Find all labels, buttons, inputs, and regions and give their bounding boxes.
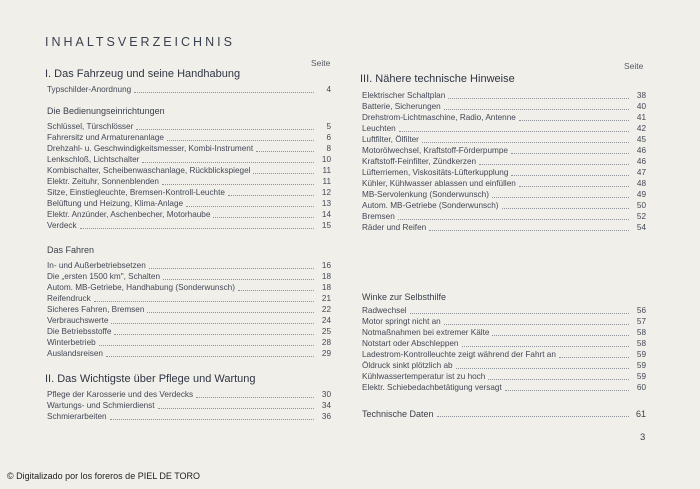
toc-entry[interactable] (362, 156, 646, 167)
entry-page: 46 (636, 157, 646, 166)
entry-page: 6 (326, 133, 331, 142)
entry-page: 15 (321, 221, 331, 230)
entry-label: Kühlwassertemperatur ist zu hoch (362, 372, 486, 381)
toc-entry[interactable] (362, 134, 646, 145)
toc-entry[interactable] (47, 209, 331, 220)
toc-entry[interactable] (47, 389, 331, 400)
entry-page: 59 (636, 361, 646, 370)
entry-page: 42 (636, 124, 646, 133)
entry-page: 45 (636, 135, 646, 144)
entry-label: Motorölwechsel, Kraftstoff-Förderpumpe (362, 146, 508, 155)
entry-page: 34 (321, 401, 331, 410)
entry-label: Motor springt nicht an (362, 317, 441, 326)
entry-label: Schmierarbeiten (47, 412, 107, 421)
toc-entry[interactable] (47, 411, 331, 422)
entry-page: 18 (321, 283, 331, 292)
entry-page: 30 (321, 390, 331, 399)
entry-page: 58 (636, 328, 646, 337)
dot-leader (519, 185, 629, 187)
entry-page: 61 (635, 409, 646, 419)
dot-leader (399, 130, 629, 132)
dot-leader (479, 163, 629, 165)
dot-leader (111, 322, 314, 324)
entry-page: 48 (636, 179, 646, 188)
toc-entry[interactable] (362, 112, 646, 123)
dot-leader (502, 207, 629, 209)
dot-leader (80, 227, 314, 229)
seite-label: Seite (311, 58, 331, 68)
entry-label: Autom. MB-Getriebe, Handhabung (Sonderwunsch) (47, 283, 235, 292)
entry-label: Drehzahl- u. Geschwindigkeitsmesser, Kombi-Instrument (47, 144, 254, 153)
entry-page: 40 (636, 102, 646, 111)
dot-leader (167, 139, 314, 141)
toc-entry[interactable] (362, 349, 646, 360)
toc-entry[interactable] (47, 282, 331, 293)
entry-label: Schlüssel, Türschlösser (47, 122, 134, 131)
entry-page: 10 (321, 155, 331, 164)
entry-page: 59 (636, 372, 646, 381)
toc-entry[interactable] (362, 222, 646, 233)
page-number: 3 (640, 432, 646, 443)
dot-leader (492, 196, 629, 198)
dot-leader (519, 119, 629, 121)
entry-label: Leuchten (362, 124, 396, 133)
dot-leader (186, 205, 314, 207)
toc-entry[interactable] (47, 121, 331, 132)
entry-label: Notmaßnahmen bei extremer Kälte (362, 328, 490, 337)
entry-page: 13 (321, 199, 331, 208)
toc-entry[interactable] (362, 338, 646, 349)
dot-leader (444, 323, 629, 325)
dot-leader (158, 407, 314, 409)
toc-title: INHALTSVERZEICHNIS (45, 35, 235, 49)
entry-page: 18 (321, 272, 331, 281)
dot-leader (253, 172, 314, 174)
entry-label: Notstart oder Abschleppen (362, 339, 459, 348)
section-heading: III. Nähere technische Hinweise (360, 73, 515, 85)
scan-credit: © Digitalizado por los foreros de PIEL DE TORO (7, 471, 201, 481)
toc-entry[interactable] (47, 326, 331, 337)
entry-label: Belüftung und Heizung, Klima-Anlage (47, 199, 184, 208)
dot-leader (456, 367, 629, 369)
toc-entry[interactable] (362, 211, 646, 222)
entry-page: 59 (636, 350, 646, 359)
entry-page: 36 (321, 412, 331, 421)
entry-label: Autom. MB-Getriebe (Sonderwunsch) (362, 201, 499, 210)
toc-entry[interactable] (362, 178, 646, 189)
entry-page: 11 (322, 166, 331, 175)
toc-entry[interactable] (362, 360, 646, 371)
toc-entry[interactable] (47, 176, 331, 187)
entry-label: Verbrauchswerte (47, 316, 109, 325)
entry-page: 41 (636, 113, 646, 122)
dot-leader (147, 311, 314, 313)
dot-leader (429, 229, 629, 231)
entry-label: Typschilder-Anordnung (47, 85, 132, 94)
entry-label: Technische Daten (362, 409, 434, 419)
toc-entry[interactable] (47, 304, 331, 315)
entry-label: Elektr. Schiebedachbetätigung versagt (362, 383, 502, 392)
entry-page: 57 (636, 317, 646, 326)
toc-entry[interactable] (362, 145, 646, 156)
entry-label: Räder und Reifen (362, 223, 427, 232)
toc-entry[interactable] (362, 316, 646, 327)
entry-page: 16 (321, 261, 331, 270)
toc-entry[interactable] (47, 260, 331, 271)
entry-label: MB-Servolenkung (Sonderwunsch) (362, 190, 489, 199)
entry-page: 60 (636, 383, 646, 392)
entry-page: 49 (636, 190, 646, 199)
entry-page: 24 (321, 316, 331, 325)
dot-leader (136, 128, 314, 130)
entry-label: Die „ersten 1500 km", Schalten (47, 272, 161, 281)
dot-leader (488, 378, 629, 380)
dot-leader (196, 396, 314, 398)
dot-leader (559, 356, 629, 358)
entry-page: 21 (321, 294, 331, 303)
toc-entry[interactable] (47, 315, 331, 326)
subsection-heading: Das Fahren (47, 245, 95, 255)
entry-page: 50 (636, 201, 646, 210)
entry-label: Verdeck (47, 221, 77, 230)
entry-page: 52 (636, 212, 646, 221)
entry-label: Ladestrom-Kontrolleuchte zeigt während der Fahrt an (362, 350, 556, 359)
toc-entry[interactable] (362, 200, 646, 211)
entry-label: Fahrersitz und Armaturenanlage (47, 133, 164, 142)
toc-entry[interactable] (362, 382, 646, 393)
toc-entry[interactable] (362, 90, 646, 101)
entry-page: 25 (321, 327, 331, 336)
entry-page: 56 (636, 306, 646, 315)
toc-entry[interactable] (362, 305, 646, 316)
dot-leader (228, 194, 314, 196)
entry-label: Kraftstoff-Feinfilter, Zündkerzen (362, 157, 477, 166)
dot-leader (238, 289, 314, 291)
entry-label: Die Betriebsstoffe (47, 327, 112, 336)
dot-leader (410, 312, 629, 314)
subsection-heading: Winke zur Selbsthilfe (362, 292, 447, 302)
subsection-heading: Die Bedienungseinrichtungen (47, 106, 165, 116)
dot-leader (398, 218, 629, 220)
dot-leader (511, 174, 629, 176)
dot-leader (142, 161, 314, 163)
toc-entry[interactable] (47, 187, 331, 198)
dot-leader (99, 344, 314, 346)
toc-entry[interactable] (47, 198, 331, 209)
toc-entry[interactable] (47, 271, 331, 282)
toc-entry[interactable] (47, 132, 331, 143)
entry-label: Radwechsel (362, 306, 407, 315)
entry-label: In- und Außerbetriebsetzen (47, 261, 146, 270)
entry-label: Öldruck sinkt plötzlich ab (362, 361, 453, 370)
entry-page: 46 (636, 146, 646, 155)
dot-leader (134, 91, 314, 93)
dot-leader (511, 152, 629, 154)
entry-label: Kombischalter, Scheibenwaschanlage, Rückblickspiegel (47, 166, 251, 175)
dot-leader (444, 108, 629, 110)
entry-label: Lüfterriemen, Viskositäts-Lüfterkupplung (362, 168, 509, 177)
entry-label: Wartungs- und Schmierdienst (47, 401, 155, 410)
entry-label: Auslandsreisen (47, 349, 103, 358)
entry-page: 22 (321, 305, 331, 314)
entry-label: Elektr. Zeituhr, Sonnenblenden (47, 177, 159, 186)
dot-leader (106, 355, 314, 357)
toc-entry[interactable] (362, 371, 646, 382)
dot-leader (110, 418, 314, 420)
entry-page: 38 (636, 91, 646, 100)
section-heading: I. Das Fahrzeug und seine Handhabung (45, 68, 241, 80)
toc-entry[interactable] (47, 220, 331, 231)
dot-leader (162, 183, 314, 185)
toc-entry[interactable] (47, 143, 331, 154)
dot-leader (213, 216, 314, 218)
entry-label: Bremsen (362, 212, 395, 221)
section-heading: II. Das Wichtigste über Pflege und Wartung (45, 373, 256, 385)
toc-entry[interactable] (47, 400, 331, 411)
entry-page: 11 (322, 177, 331, 186)
toc-entry[interactable] (362, 123, 646, 134)
entry-label: Sicheres Fahren, Bremsen (47, 305, 145, 314)
entry-page: 8 (326, 144, 331, 153)
toc-entry[interactable] (47, 84, 331, 95)
entry-page: 12 (321, 188, 331, 197)
entry-page: 5 (326, 122, 331, 131)
entry-page: 47 (636, 168, 646, 177)
toc-entry-technical-data[interactable] (362, 408, 646, 419)
entry-label: Pflege der Karosserie und des Verdecks (47, 390, 194, 399)
toc-entry[interactable] (47, 154, 331, 165)
dot-leader (114, 333, 314, 335)
toc-entry[interactable] (47, 348, 331, 359)
entry-label: Kühler, Kühlwasser ablassen und einfüllen (362, 179, 516, 188)
toc-entry[interactable] (47, 293, 331, 304)
entry-label: Sitze, Einstiegleuchte, Bremsen-Kontroll-Leuchte (47, 188, 225, 197)
entry-page: 4 (326, 85, 331, 94)
entry-label: Winterbetrieb (47, 338, 96, 347)
entry-label: Drehstrom-Lichtmaschine, Radio, Antenne (362, 113, 516, 122)
entry-page: 29 (321, 349, 331, 358)
entry-page: 14 (321, 210, 331, 219)
entry-page: 28 (321, 338, 331, 347)
entry-label: Lenkschloß, Lichtschalter (47, 155, 140, 164)
dot-leader (256, 150, 314, 152)
dot-leader (149, 267, 314, 269)
toc-entry[interactable] (362, 101, 646, 112)
seite-label: Seite (624, 61, 644, 71)
dot-leader (462, 345, 630, 347)
entry-label: Luftfilter, Ölfilter (362, 135, 419, 144)
toc-entry[interactable] (362, 327, 646, 338)
dot-leader (492, 334, 629, 336)
toc-entry[interactable] (47, 165, 331, 176)
dot-leader (163, 278, 314, 280)
toc-entry[interactable] (47, 337, 331, 348)
dot-leader (94, 300, 314, 302)
dot-leader (437, 415, 629, 417)
entry-label: Elektr. Anzünder, Aschenbecher, Motorhaube (47, 210, 211, 219)
dot-leader (505, 389, 629, 391)
entry-label: Batterie, Sicherungen (362, 102, 441, 111)
entry-label: Elektrischer Schaltplan (362, 91, 446, 100)
entry-label: Reifendruck (47, 294, 91, 303)
toc-entry[interactable] (362, 189, 646, 200)
dot-leader (448, 97, 629, 99)
toc-entry[interactable] (362, 167, 646, 178)
dot-leader (422, 141, 629, 143)
entry-page: 54 (636, 223, 646, 232)
entry-page: 58 (636, 339, 646, 348)
